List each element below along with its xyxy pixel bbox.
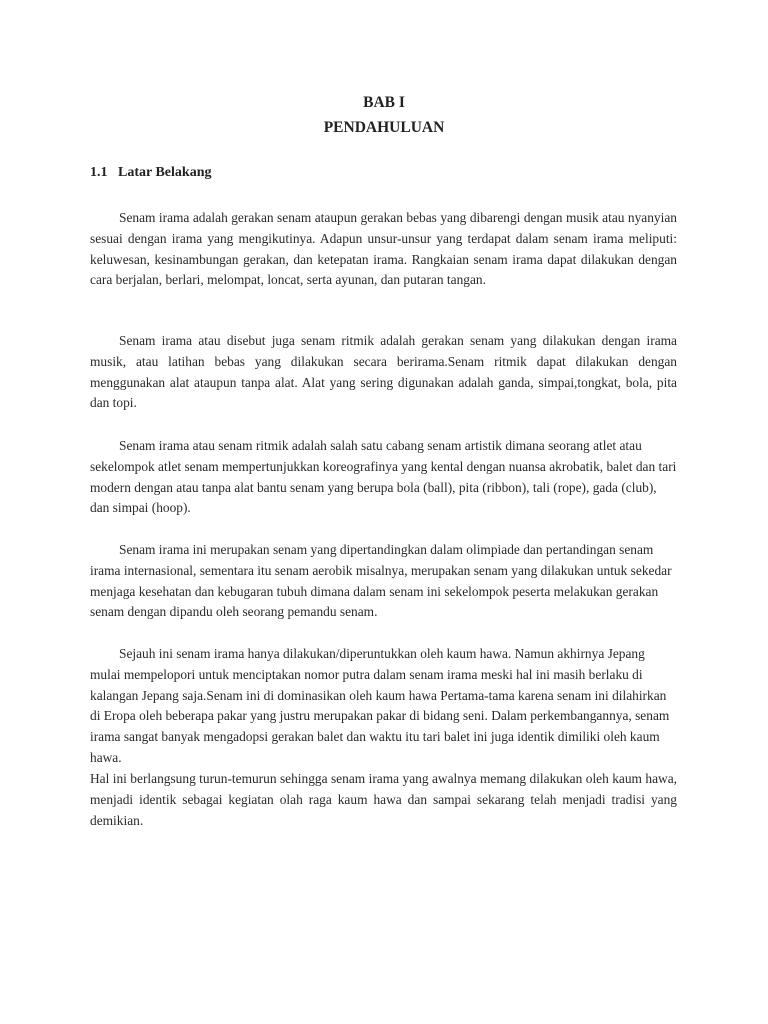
- section-heading: [90, 165, 211, 181]
- paragraph-4: Senam irama ini merupakan senam yang dipertandingkan dalam olimpiade dan pertandingan senam irama internasional, sementara itu senam aerobik misalnya, merupakan senam yang dilakukan untuk sekedar menjaga kesehatan dan kebugaran tubuh dimana dalam senam ini sekelompok peserta melakukan gerakan senam dengan dipandu oleh seorang pemandu senam.: [90, 542, 672, 620]
- paragraph-5: Sejauh ini senam irama hanya dilakukan/diperuntukkan oleh kaum hawa. Namun akhirnya Jepang mulai mempelopori untuk menciptakan nomor putra dalam senam irama meski hal ini masih berlaku di kalangan Jepang saja.Senam ini di dominasikan oleh kaum hawa Pertama-tama karena senam ini dilahirkan di Eropa oleh beberapa pakar yang justru merupakan pakar di bidang seni. Dalam perkembangannya, senam irama sangat banyak mengadopsi gerakan balet dan waktu itu tari balet ini juga identik dimiliki oleh kaum hawa.: [90, 646, 670, 765]
- section-title: Latar Belakang: [118, 165, 212, 180]
- paragraph-1: Senam irama adalah gerakan senam ataupun gerakan bebas yang dibarengi dengan musik atau nyanyian sesuai dengan irama yang mengikutinya. Adapun unsur-unsur yang terdapat dalam senam irama meliputi: keluwesan, kesinambungan gerakan, dan ketepatan irama. Rangkaian senam irama dapat dilakukan dengan cara berjalan, berlari, melompat, loncat, serta ayunan, dan putaran tangan.: [90, 210, 677, 288]
- paragraph-3: Senam irama atau senam ritmik adalah salah satu cabang senam artistik dimana seorang atlet atau sekelompok atlet senam mempertunjukkan koreografinya yang kental dengan nuansa akrobatik, balet dan tari modern dengan atau tanpa alat bantu senam yang berupa bola (ball), pita (ribbon), tali (rope), gada (club), dan simpai (hoop).: [90, 438, 677, 516]
- chapter-label: BAB I: [363, 94, 405, 111]
- chapter-title: PENDAHULUAN: [323, 119, 445, 136]
- paragraph-2: Senam irama atau disebut juga senam ritmik adalah gerakan senam yang dilakukan dengan irama musik, atau latihan bebas yang dilakukan secara berirama.Senam ritmik dapat dilakukan dengan menggunakan alat ataupun tanpa alat. Alat yang sering digunakan adalah ganda, simpai,tongkat, bola, pita dan topi.: [90, 333, 677, 411]
- section-number: 1.1: [90, 165, 108, 180]
- paragraph-6: Hal ini berlangsung turun-temurun sehingga senam irama yang awalnya memang dilakukan oleh kaum hawa, menjadi identik sebagai kegiatan olah raga kaum hawa dan sampai sekarang telah menjadi tradisi yang demikian.: [90, 771, 677, 828]
